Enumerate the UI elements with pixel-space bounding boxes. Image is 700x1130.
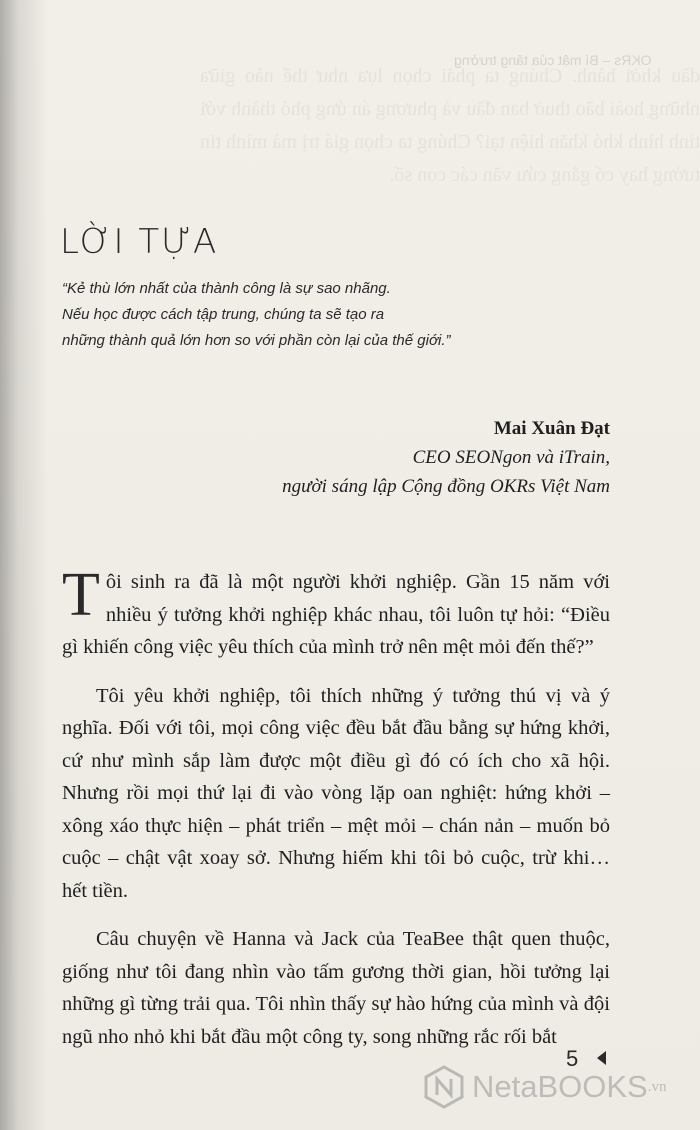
paragraph: Câu chuyện về Hanna và Jack của TeaBee thật quen thuộc, giống như tôi đang nhìn vào tấm gương thời gian, hồi tưởng lại những gì từng trải qua. Tôi nhìn thấy sự hào hứng của mình và đội ngũ nho nhỏ khi bắt đầu một công ty, song những rắc rối bắt (62, 928, 610, 1048)
drop-cap: T (62, 561, 100, 629)
paragraph-text: ôi sinh ra đã là một người khởi nghiệp. Gần 15 năm với nhiều ý tưởng khởi nghiệp khác nhau, tôi luôn tự hỏi: “Điều gì khiến công việc yêu thích của mình trở nên mệt mỏi đến thế?” (62, 571, 610, 658)
attribution (282, 414, 610, 501)
quote-line: Nếu học được cách tập trung, chúng ta sẽ tạo ra (62, 306, 385, 323)
paragraph: Tôi yêu khởi nghiệp, tôi thích những ý tưởng thú vị và ý nghĩa. Đối với tôi, mọi công việc đều bắt đầu bằng sự hứng khởi, cứ như mình sắp làm được một điều gì đó có ích cho xã hội. Nhưng rồi mọi thứ lại đi vào vòng lặp oan nghiệt: hứng khởi – xông xáo thực hiện – phát triển – mệt mỏi – chán nản – muốn bỏ cuộc – chật vật xoay sở. Nhưng hiếm khi tôi bỏ cuộc, trừ khi… hết tiền. (62, 684, 610, 902)
bleed-through-texture: dầu khởi hành. Chúng ta phải chọn lựa như thế nào giữa những hoài bão thuở ban đầu và phương án ứng phó thành với tình hình khó khăn hiện tại? Chúng ta chọn giá trị mà mình tin tưởng hay cố gắng cứu vãn các con số. (200, 65, 700, 186)
watermark-brand: NetaBOOKS (472, 1069, 648, 1104)
author-role: người sáng lập Cộng đồng OKRs Việt Nam (282, 476, 610, 497)
running-head: OKRs – Bí mật của tăng trưởng (454, 52, 652, 68)
quote-line: “Kẻ thù lớn nhất của thành công là sự sao nhãng. (62, 280, 391, 297)
epigraph-quote (62, 276, 532, 354)
author-name: Mai Xuân Đạt (493, 418, 610, 439)
paragraph (62, 561, 610, 664)
watermark-suffix: .vn (647, 1078, 667, 1095)
quote-line: những thành quả lớn hơn so với phần còn lại của thế giới.” (62, 332, 451, 349)
page-title: LỜI TỰA (60, 222, 219, 262)
page-number: 5 (566, 1046, 579, 1071)
watermark (422, 1062, 684, 1112)
author-role: CEO SEONgon và iTrain, (412, 447, 610, 468)
netabooks-logo-icon (422, 1065, 466, 1109)
body-text (62, 561, 610, 1069)
